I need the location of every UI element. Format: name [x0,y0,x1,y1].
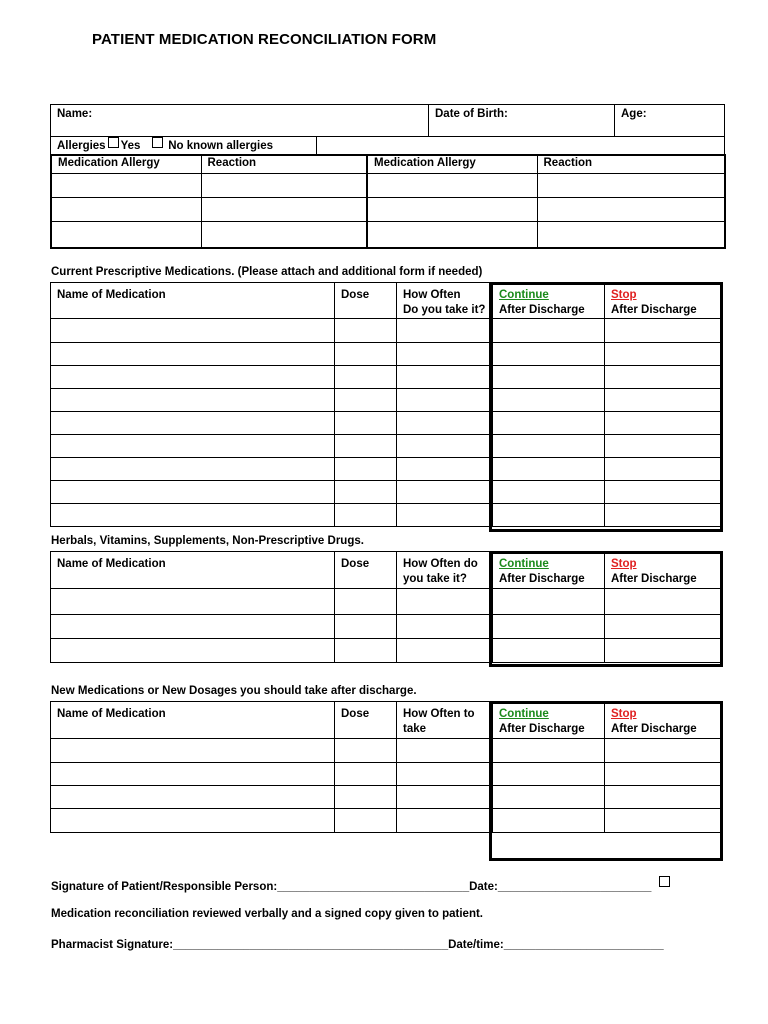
table-cell[interactable] [335,343,397,366]
newmeds-col-often [397,702,493,739]
table-cell[interactable] [397,639,493,663]
table-cell[interactable] [335,366,397,389]
table-cell[interactable] [493,639,605,663]
datetime-blank[interactable]: _________________________ [503,939,664,951]
name-cell[interactable] [51,105,429,137]
table-cell[interactable] [397,504,493,527]
date-label: Date: [469,881,498,893]
table-cell[interactable] [397,366,493,389]
table-cell[interactable] [335,786,397,809]
age-cell[interactable] [615,105,725,137]
allergy-cell[interactable] [367,173,537,197]
herbals-col-often-2: you take it? [403,573,467,585]
patient-info-table [50,104,725,137]
allergies-empty-cell [317,137,725,155]
allergy-cell[interactable] [537,173,725,197]
table-cell[interactable] [493,343,605,366]
table-cell[interactable] [51,389,335,412]
newmeds-col-often-2: take [403,723,427,735]
pharmacist-blank[interactable]: ___________________________________________ [173,939,449,951]
signature-blank[interactable]: ______________________________ [277,881,470,893]
table-cell[interactable] [335,389,397,412]
table-cell[interactable] [493,412,605,435]
current-col-name: Name of Medication [51,283,335,319]
table-cell[interactable] [51,458,335,481]
table-cell[interactable] [605,809,723,833]
allergies-label: Allergies [57,140,106,152]
table-cell[interactable] [493,435,605,458]
herbals-heading: Herbals, Vitamins, Supplements, Non-Prescriptive Drugs. [51,535,364,547]
current-meds-table [50,282,723,527]
herbals-table [50,551,723,663]
age-label: Age: [621,108,647,120]
reviewed-statement: Medication reconciliation reviewed verbally and a signed copy given to patient. [51,908,483,920]
current-continue-label: Continue [499,289,549,301]
herbals-continue-label: Continue [499,558,549,570]
allergy-table [50,154,726,249]
current-col-often-2: Do you take it? [403,304,486,316]
table-cell[interactable] [605,639,723,663]
current-col-often-1: How Often [403,289,461,301]
table-cell[interactable] [51,739,335,763]
current-stop-label: Stop [611,289,637,301]
yes-label: Yes [120,140,141,152]
table-cell[interactable] [335,639,397,663]
table-cell[interactable] [335,615,397,639]
signature-checkbox[interactable] [659,876,670,887]
allergy-cell[interactable] [201,221,367,248]
allergy-cell[interactable] [51,173,201,197]
table-cell[interactable] [493,504,605,527]
no-known-allergies-checkbox[interactable] [152,137,163,148]
allergy-header-reaction-2: Reaction [537,155,725,173]
table-cell[interactable] [51,639,335,663]
herbals-col-dose: Dose [335,552,397,589]
no-known-label: No known allergies [168,140,274,152]
table-cell[interactable] [397,739,493,763]
allergy-cell[interactable] [201,173,367,197]
table-cell[interactable] [397,615,493,639]
newmeds-continue-label: Continue [499,708,549,720]
table-cell[interactable] [605,739,723,763]
newmeds-col-continue [493,702,605,739]
table-cell[interactable] [397,763,493,786]
table-cell[interactable] [605,366,723,389]
newmeds-col-name: Name of Medication [51,702,335,739]
table-cell[interactable] [605,389,723,412]
table-cell[interactable] [493,319,605,343]
herbals-col-continue [493,552,605,589]
newmeds-stop-label: Stop [611,708,637,720]
table-cell[interactable] [493,809,605,833]
table-cell[interactable] [493,481,605,504]
table-cell[interactable] [493,763,605,786]
herbals-stop-after: After Discharge [611,573,697,585]
current-col-dose: Dose [335,283,397,319]
table-cell[interactable] [51,615,335,639]
current-meds-heading: Current Prescriptive Medications. (Please attach and additional form if needed) [51,266,483,278]
newmeds-continue-after: After Discharge [499,723,585,735]
table-cell[interactable] [605,481,723,504]
allergy-header-medication-1: Medication Allergy [51,155,201,173]
newmeds-col-stop [605,702,723,739]
dob-cell[interactable] [429,105,615,137]
allergies-yes-checkbox[interactable] [108,137,119,148]
table-cell[interactable] [605,319,723,343]
table-cell[interactable] [335,589,397,615]
table-cell[interactable] [335,809,397,833]
herbals-col-stop [605,552,723,589]
allergy-cell[interactable] [201,197,367,221]
table-cell[interactable] [335,412,397,435]
table-cell[interactable] [605,786,723,809]
current-col-stop [605,283,723,319]
herbals-continue-after: After Discharge [499,573,585,585]
table-cell[interactable] [493,786,605,809]
table-cell[interactable] [493,615,605,639]
table-cell[interactable] [51,589,335,615]
table-cell[interactable] [605,504,723,527]
table-cell[interactable] [51,809,335,833]
newmeds-heading: New Medications or New Dosages you should take after discharge. [51,685,417,697]
herbals-col-often [397,552,493,589]
table-cell[interactable] [51,481,335,504]
table-cell[interactable] [397,786,493,809]
table-cell[interactable] [493,458,605,481]
current-col-continue [493,283,605,319]
herbals-stop-label: Stop [611,558,637,570]
table-cell[interactable] [51,504,335,527]
table-cell[interactable] [493,366,605,389]
page-title: PATIENT MEDICATION RECONCILIATION FORM [92,31,437,48]
allergy-cell[interactable] [367,221,537,248]
allergy-header-reaction-1: Reaction [201,155,367,173]
newmeds-table [50,701,723,833]
table-cell[interactable] [397,458,493,481]
table-cell[interactable] [493,739,605,763]
table-cell[interactable] [397,435,493,458]
table-cell[interactable] [397,481,493,504]
current-col-often [397,283,493,319]
table-cell[interactable] [335,763,397,786]
table-cell[interactable] [493,389,605,412]
table-cell[interactable] [493,589,605,615]
table-cell[interactable] [335,504,397,527]
herbals-col-often-1: How Often do [403,558,478,570]
table-cell[interactable] [51,319,335,343]
table-cell[interactable] [605,615,723,639]
pharmacist-label: Pharmacist Signature: [51,939,174,951]
table-cell[interactable] [51,343,335,366]
table-cell[interactable] [397,589,493,615]
allergy-header-medication-2: Medication Allergy [367,155,537,173]
table-cell[interactable] [605,412,723,435]
table-cell[interactable] [605,763,723,786]
herbals-col-name: Name of Medication [51,552,335,589]
table-cell[interactable] [335,458,397,481]
table-cell[interactable] [605,343,723,366]
table-cell[interactable] [605,589,723,615]
table-cell[interactable] [397,809,493,833]
name-label: Name: [57,108,93,120]
allergy-cell[interactable] [537,197,725,221]
table-cell[interactable] [335,435,397,458]
current-continue-after: After Discharge [499,304,585,316]
pharmacist-line [51,939,664,951]
signature-line [51,876,672,893]
table-cell[interactable] [51,435,335,458]
allergies-cell [51,137,317,155]
allergy-cell[interactable] [51,197,201,221]
allergy-cell[interactable] [367,197,537,221]
table-cell[interactable] [335,739,397,763]
table-cell[interactable] [51,366,335,389]
table-cell[interactable] [335,481,397,504]
newmeds-col-dose: Dose [335,702,397,739]
table-cell[interactable] [51,763,335,786]
table-cell[interactable] [605,458,723,481]
current-stop-after: After Discharge [611,304,697,316]
table-cell[interactable] [605,435,723,458]
table-cell[interactable] [397,389,493,412]
allergies-row [50,136,725,155]
dob-label: Date of Birth: [435,108,508,120]
table-cell[interactable] [335,319,397,343]
table-cell[interactable] [397,343,493,366]
newmeds-col-often-1: How Often to [403,708,475,720]
table-cell[interactable] [51,412,335,435]
signature-label: Signature of Patient/Responsible Person: [51,881,278,893]
date-blank[interactable]: ________________________ [497,881,652,893]
newmeds-stop-after: After Discharge [611,723,697,735]
table-cell[interactable] [397,412,493,435]
table-cell[interactable] [51,786,335,809]
allergy-cell[interactable] [51,221,201,248]
datetime-label: Date/time: [448,939,504,951]
allergy-cell[interactable] [537,221,725,248]
table-cell[interactable] [397,319,493,343]
